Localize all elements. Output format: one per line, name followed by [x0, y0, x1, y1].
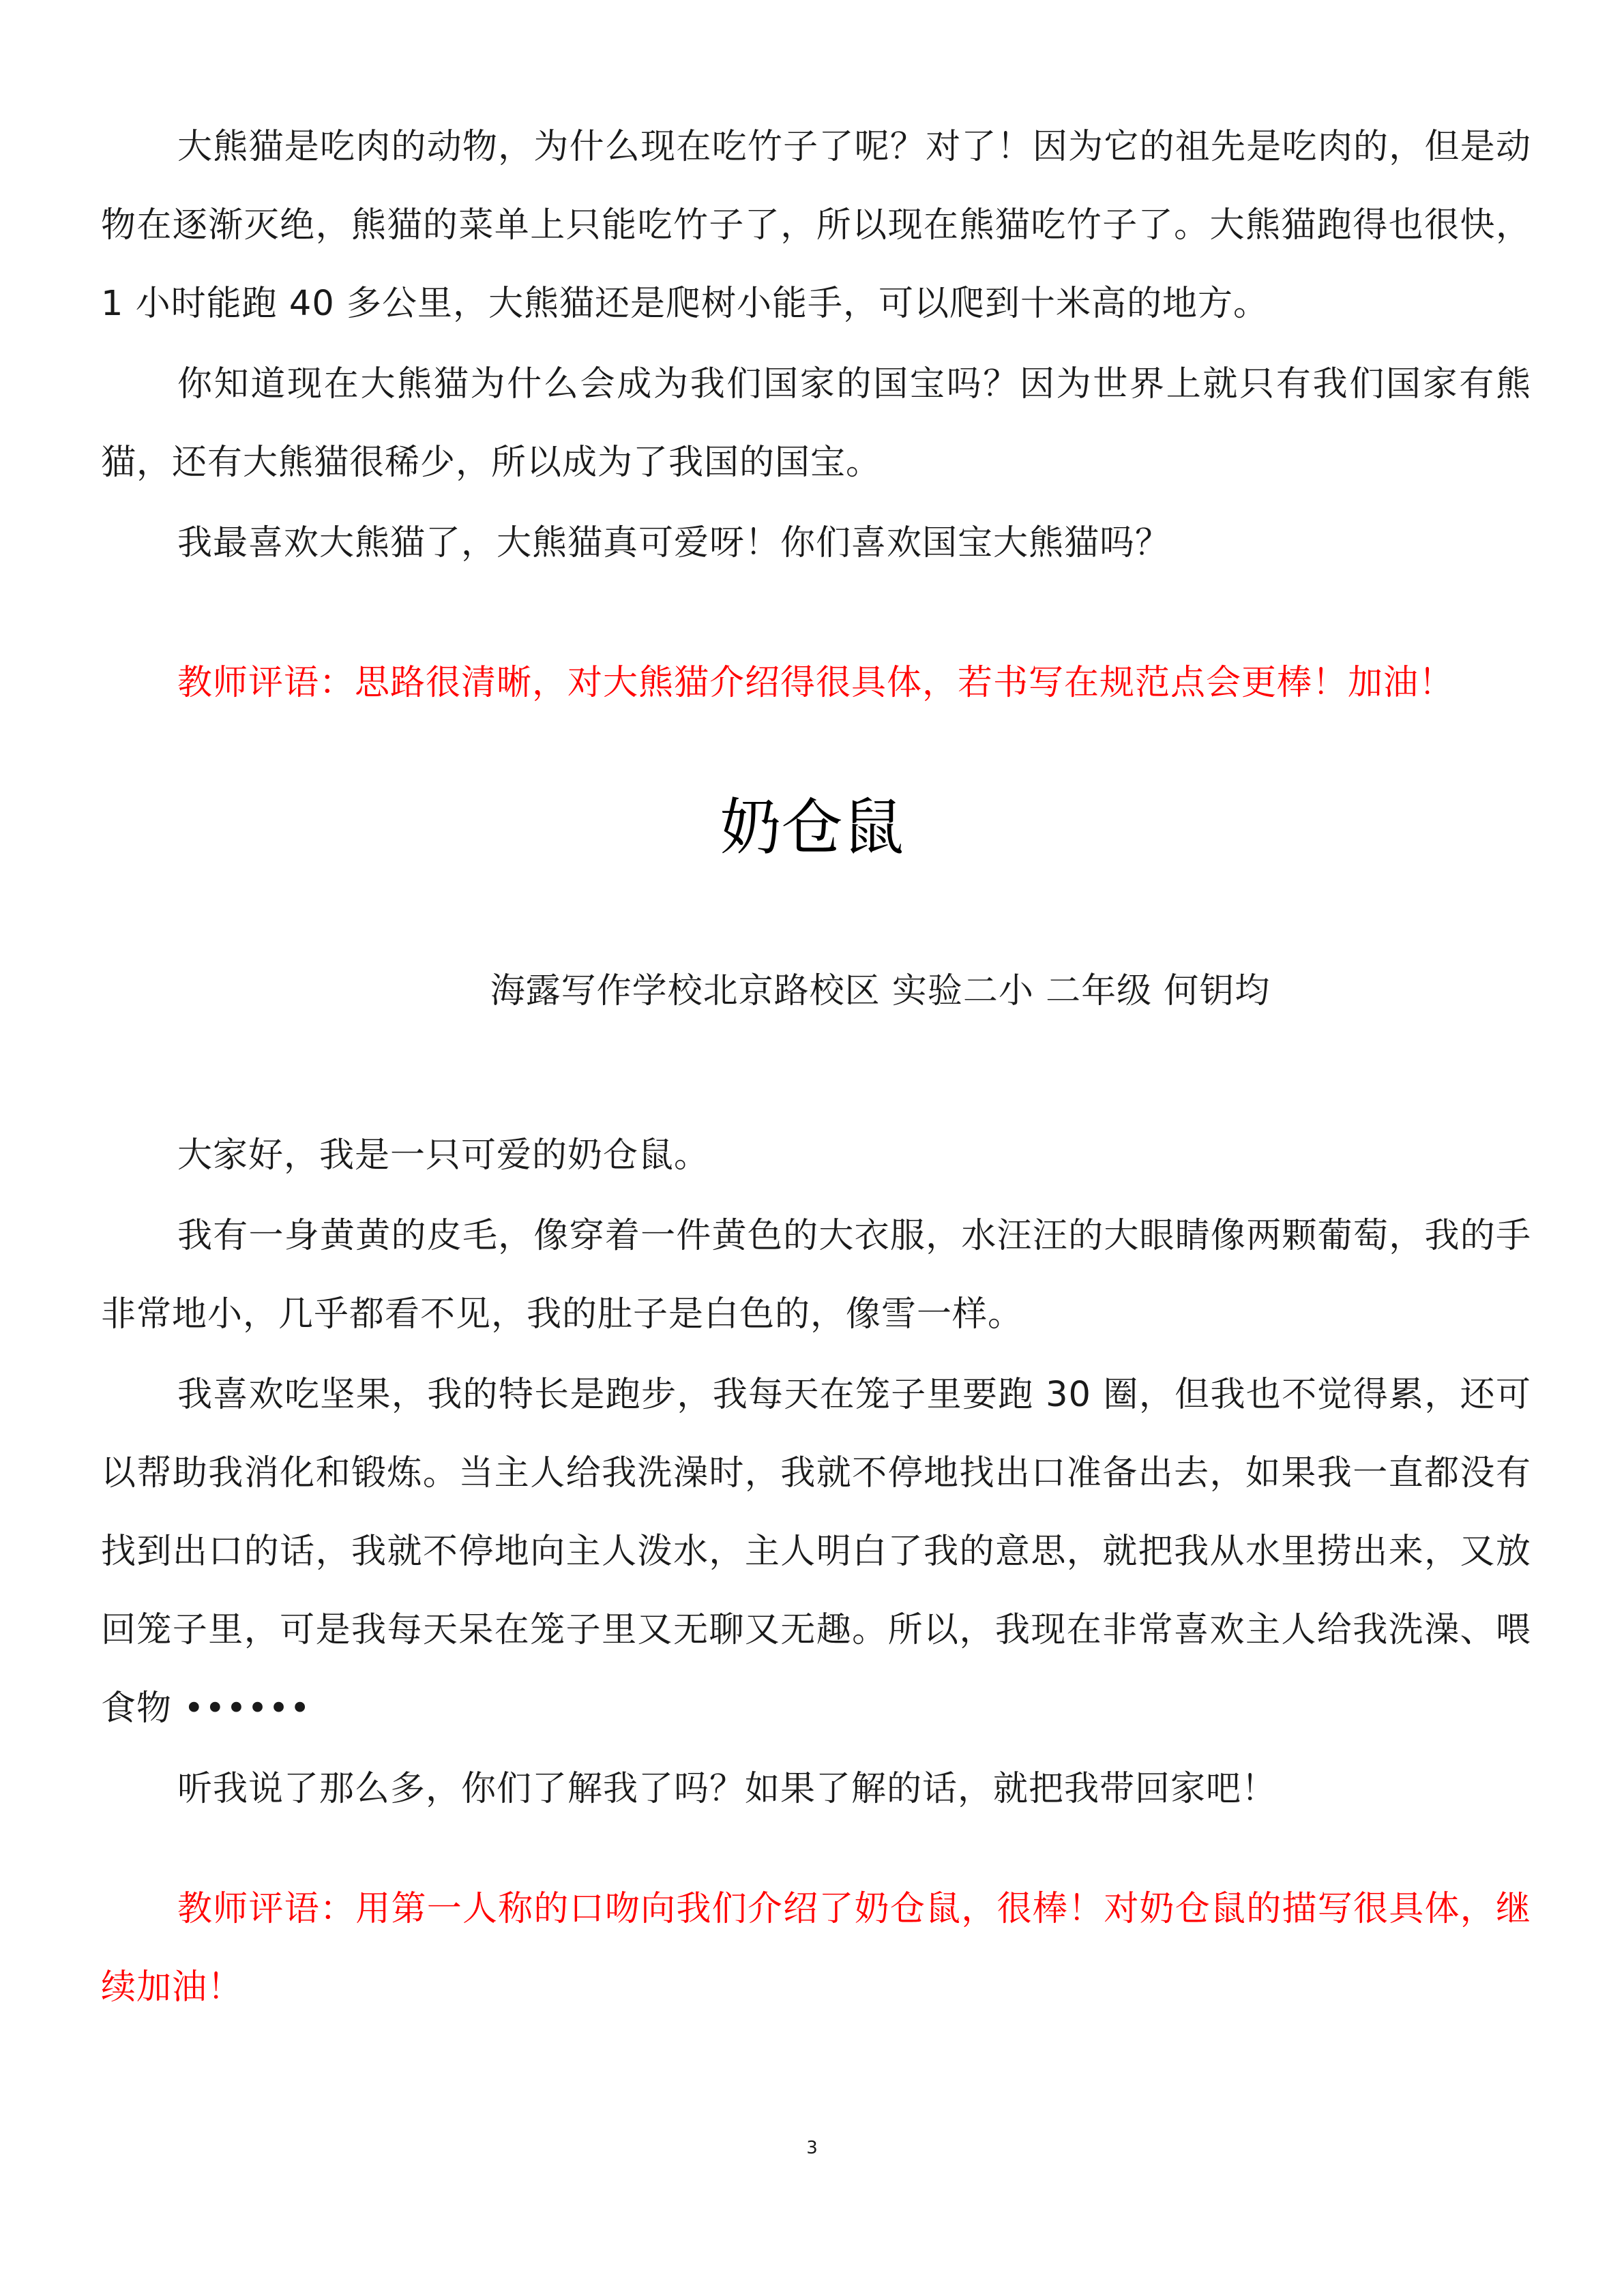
essay-title: 奶仓鼠 — [720, 792, 904, 863]
panda-paragraph-2: 你知道现在大熊猫为什么会成为我们国家的国宝吗？因为世界上就只有我们国家有熊猫，还有大熊猫很稀少，所以成为了我国的国宝。 — [101, 364, 1531, 483]
hamster-paragraph-3: 我喜欢吃坚果，我的特长是跑步，我每天在笼子里要跑 30 圈，但我也不觉得累，还可以帮助我消化和锻炼。当主人给我洗澡时，我就不停地找出口准备出去，如果我一直都没有找到出口的话，我就不停地向主人泼水，主人明白了我的意思，就把我从水里捞出来，又放回笼子里，可是我每天呆在笼子里又无聊又无趣。所以，我现在非常喜欢主人给我洗澡、喂食物 •••••• — [101, 1375, 1531, 1729]
hamster-teacher-comment-block — [101, 1870, 1531, 2029]
hamster-teacher-comment: 教师评语：用第一人称的口吻向我们介绍了奶仓鼠，很棒！对奶仓鼠的描写很具体，继续加油！ — [101, 1889, 1531, 2008]
panda-essay-body — [101, 108, 1531, 584]
panda-paragraph-1: 大熊猫是吃肉的动物，为什么现在吃竹子了呢？对了！因为它的祖先是吃肉的，但是动物在逐渐灭绝，熊猫的菜单上只能吃竹子了，所以现在熊猫吃竹子了。大熊猫跑得也很快，1 小时能跑 40 多公里，大熊猫还是爬树小能手，可以爬到十米高的地方。 — [101, 127, 1531, 324]
panda-teacher-comment: 教师评语：思路很清晰，对大熊猫介绍得很具体，若书写在规范点会更棒！加油！ — [177, 663, 1455, 703]
hamster-paragraph-4: 听我说了那么多，你们了解我了吗？如果了解的话，就把我带回家吧！ — [177, 1769, 1278, 1809]
essay-byline: 海露写作学校北京路校区 实验二小 二年级 何钥均 — [490, 971, 1271, 1011]
hamster-essay-body — [101, 1116, 1531, 1830]
panda-teacher-comment-block — [101, 644, 1531, 724]
hamster-paragraph-1: 大家好，我是一只可爱的奶仓鼠。 — [177, 1135, 710, 1176]
panda-paragraph-3: 我最喜欢大熊猫了，大熊猫真可爱呀！你们喜欢国宝大熊猫吗？ — [177, 523, 1171, 563]
page-number: 3 — [806, 2138, 818, 2158]
hamster-paragraph-2: 我有一身黄黄的皮毛，像穿着一件黄色的大衣服，水汪汪的大眼睛像两颗葡萄，我的手非常地小，几乎都看不见，我的肚子是白色的，像雪一样。 — [101, 1216, 1531, 1335]
